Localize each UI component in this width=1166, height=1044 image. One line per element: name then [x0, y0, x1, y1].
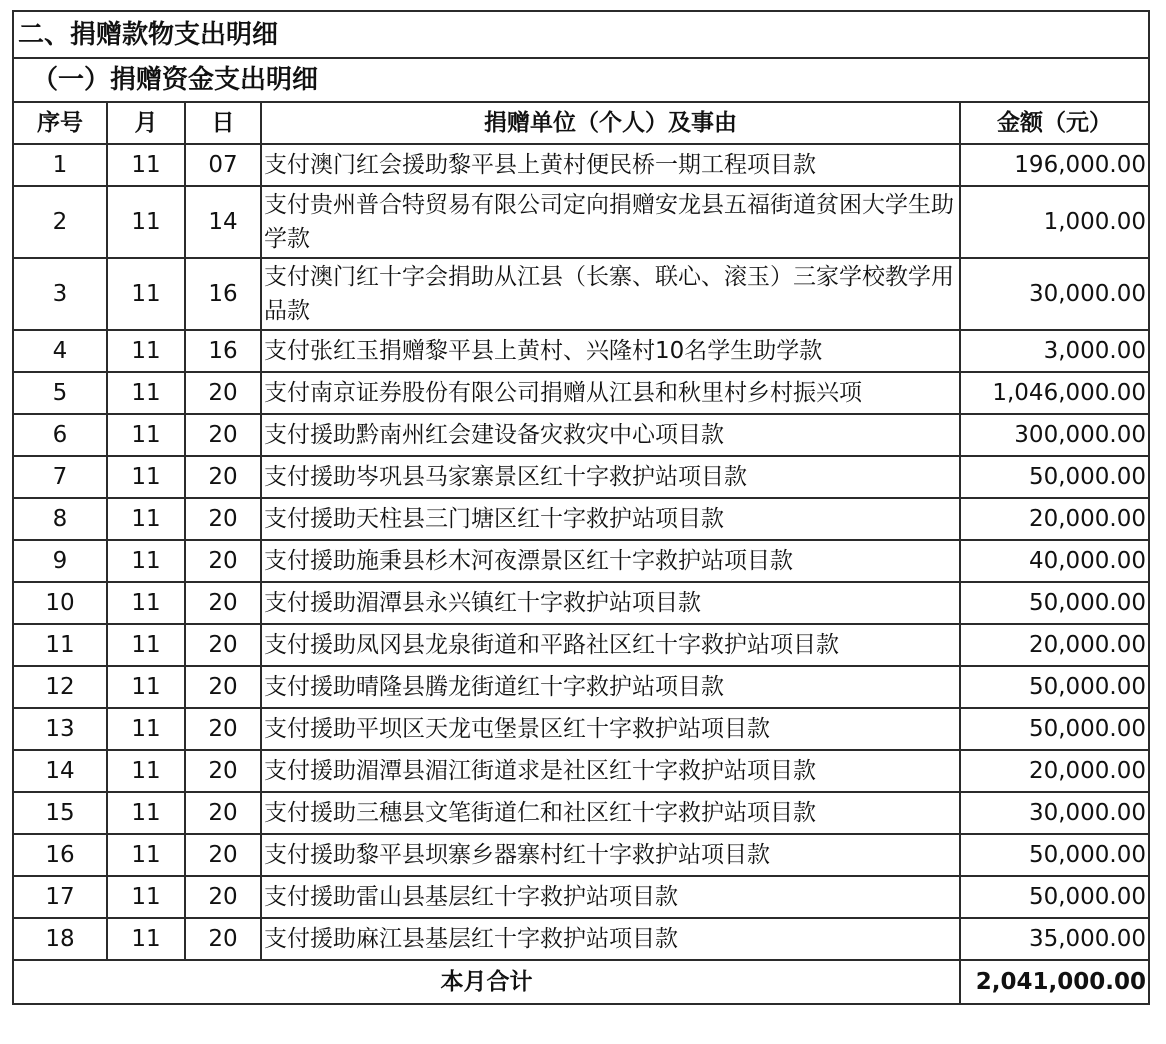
cell-seq: 10	[13, 582, 107, 624]
cell-month: 11	[107, 456, 185, 498]
section-title: 二、捐赠款物支出明细	[13, 11, 1149, 58]
cell-amount: 50,000.00	[960, 666, 1149, 708]
cell-amount: 50,000.00	[960, 582, 1149, 624]
cell-seq: 6	[13, 414, 107, 456]
cell-month: 11	[107, 498, 185, 540]
donation-expense-table	[12, 10, 1150, 1005]
table-row	[13, 582, 1149, 624]
cell-desc: 支付援助岑巩县马家寨景区红十字救护站项目款	[261, 456, 960, 498]
cell-day: 20	[185, 792, 261, 834]
header-amount: 金额（元）	[960, 102, 1149, 144]
table-row	[13, 456, 1149, 498]
cell-desc: 支付南京证券股份有限公司捐赠从江县和秋里村乡村振兴项	[261, 372, 960, 414]
cell-day: 20	[185, 876, 261, 918]
table-row	[13, 792, 1149, 834]
cell-seq: 9	[13, 540, 107, 582]
cell-month: 11	[107, 372, 185, 414]
cell-desc: 支付援助三穗县文笔街道仁和社区红十字救护站项目款	[261, 792, 960, 834]
total-row	[13, 960, 1149, 1004]
cell-seq: 14	[13, 750, 107, 792]
header-row	[13, 102, 1149, 144]
cell-desc: 支付援助湄潭县永兴镇红十字救护站项目款	[261, 582, 960, 624]
cell-seq: 4	[13, 330, 107, 372]
cell-desc: 支付援助雷山县基层红十字救护站项目款	[261, 876, 960, 918]
cell-seq: 8	[13, 498, 107, 540]
cell-amount: 30,000.00	[960, 258, 1149, 330]
table-row	[13, 258, 1149, 330]
cell-day: 20	[185, 456, 261, 498]
cell-seq: 15	[13, 792, 107, 834]
cell-day: 20	[185, 624, 261, 666]
cell-day: 20	[185, 918, 261, 960]
cell-desc: 支付援助黎平县坝寨乡器寨村红十字救护站项目款	[261, 834, 960, 876]
cell-desc: 支付援助凤冈县龙泉街道和平路社区红十字救护站项目款	[261, 624, 960, 666]
cell-amount: 40,000.00	[960, 540, 1149, 582]
cell-day: 20	[185, 540, 261, 582]
cell-month: 11	[107, 330, 185, 372]
table-row	[13, 624, 1149, 666]
cell-desc: 支付援助黔南州红会建设备灾救灾中心项目款	[261, 414, 960, 456]
cell-seq: 1	[13, 144, 107, 186]
cell-desc: 支付张红玉捐赠黎平县上黄村、兴隆村10名学生助学款	[261, 330, 960, 372]
table-row	[13, 666, 1149, 708]
cell-seq: 5	[13, 372, 107, 414]
cell-day: 14	[185, 186, 261, 258]
cell-seq: 17	[13, 876, 107, 918]
subsection-title-row	[13, 58, 1149, 102]
cell-desc: 支付援助湄潭县湄江街道求是社区红十字救护站项目款	[261, 750, 960, 792]
cell-amount: 1,046,000.00	[960, 372, 1149, 414]
cell-month: 11	[107, 540, 185, 582]
header-desc: 捐赠单位（个人）及事由	[261, 102, 960, 144]
table-row	[13, 540, 1149, 582]
header-day: 日	[185, 102, 261, 144]
header-month: 月	[107, 102, 185, 144]
table-row	[13, 876, 1149, 918]
cell-amount: 1,000.00	[960, 186, 1149, 258]
cell-month: 11	[107, 414, 185, 456]
cell-seq: 3	[13, 258, 107, 330]
subsection-title: （一）捐赠资金支出明细	[13, 58, 1149, 102]
cell-month: 11	[107, 834, 185, 876]
cell-desc: 支付援助天柱县三门塘区红十字救护站项目款	[261, 498, 960, 540]
cell-month: 11	[107, 582, 185, 624]
cell-desc: 支付援助麻江县基层红十字救护站项目款	[261, 918, 960, 960]
total-amount: 2,041,000.00	[960, 960, 1149, 1004]
cell-month: 11	[107, 186, 185, 258]
cell-day: 20	[185, 372, 261, 414]
cell-day: 20	[185, 582, 261, 624]
cell-seq: 12	[13, 666, 107, 708]
cell-month: 11	[107, 876, 185, 918]
section-title-row	[13, 11, 1149, 58]
table-row	[13, 498, 1149, 540]
cell-amount: 50,000.00	[960, 834, 1149, 876]
cell-amount: 3,000.00	[960, 330, 1149, 372]
table-row	[13, 414, 1149, 456]
cell-day: 20	[185, 414, 261, 456]
cell-amount: 30,000.00	[960, 792, 1149, 834]
cell-seq: 13	[13, 708, 107, 750]
cell-amount: 35,000.00	[960, 918, 1149, 960]
table-row	[13, 372, 1149, 414]
cell-month: 11	[107, 144, 185, 186]
cell-day: 20	[185, 834, 261, 876]
table-row	[13, 918, 1149, 960]
cell-day: 20	[185, 498, 261, 540]
cell-month: 11	[107, 666, 185, 708]
cell-month: 11	[107, 750, 185, 792]
cell-seq: 11	[13, 624, 107, 666]
cell-desc: 支付援助施秉县杉木河夜漂景区红十字救护站项目款	[261, 540, 960, 582]
cell-amount: 20,000.00	[960, 624, 1149, 666]
cell-month: 11	[107, 708, 185, 750]
cell-amount: 50,000.00	[960, 708, 1149, 750]
cell-day: 20	[185, 750, 261, 792]
cell-day: 16	[185, 330, 261, 372]
cell-month: 11	[107, 258, 185, 330]
cell-seq: 7	[13, 456, 107, 498]
cell-amount: 50,000.00	[960, 456, 1149, 498]
cell-amount: 50,000.00	[960, 876, 1149, 918]
table-row	[13, 708, 1149, 750]
cell-month: 11	[107, 918, 185, 960]
header-seq: 序号	[13, 102, 107, 144]
cell-day: 20	[185, 666, 261, 708]
cell-day: 20	[185, 708, 261, 750]
cell-desc: 支付援助晴隆县腾龙街道红十字救护站项目款	[261, 666, 960, 708]
cell-day: 07	[185, 144, 261, 186]
cell-seq: 2	[13, 186, 107, 258]
table-row	[13, 834, 1149, 876]
cell-desc: 支付澳门红十字会捐助从江县（长寨、联心、滚玉）三家学校教学用品款	[261, 258, 960, 330]
cell-seq: 18	[13, 918, 107, 960]
table-row	[13, 330, 1149, 372]
cell-month: 11	[107, 624, 185, 666]
cell-amount: 20,000.00	[960, 750, 1149, 792]
cell-amount: 20,000.00	[960, 498, 1149, 540]
cell-desc: 支付贵州普合特贸易有限公司定向捐赠安龙县五福街道贫困大学生助学款	[261, 186, 960, 258]
cell-seq: 16	[13, 834, 107, 876]
cell-amount: 300,000.00	[960, 414, 1149, 456]
cell-amount: 196,000.00	[960, 144, 1149, 186]
cell-desc: 支付澳门红会援助黎平县上黄村便民桥一期工程项目款	[261, 144, 960, 186]
table-row	[13, 750, 1149, 792]
cell-day: 16	[185, 258, 261, 330]
table-row	[13, 144, 1149, 186]
cell-month: 11	[107, 792, 185, 834]
total-label: 本月合计	[13, 960, 960, 1004]
cell-desc: 支付援助平坝区天龙屯堡景区红十字救护站项目款	[261, 708, 960, 750]
table-row	[13, 186, 1149, 258]
